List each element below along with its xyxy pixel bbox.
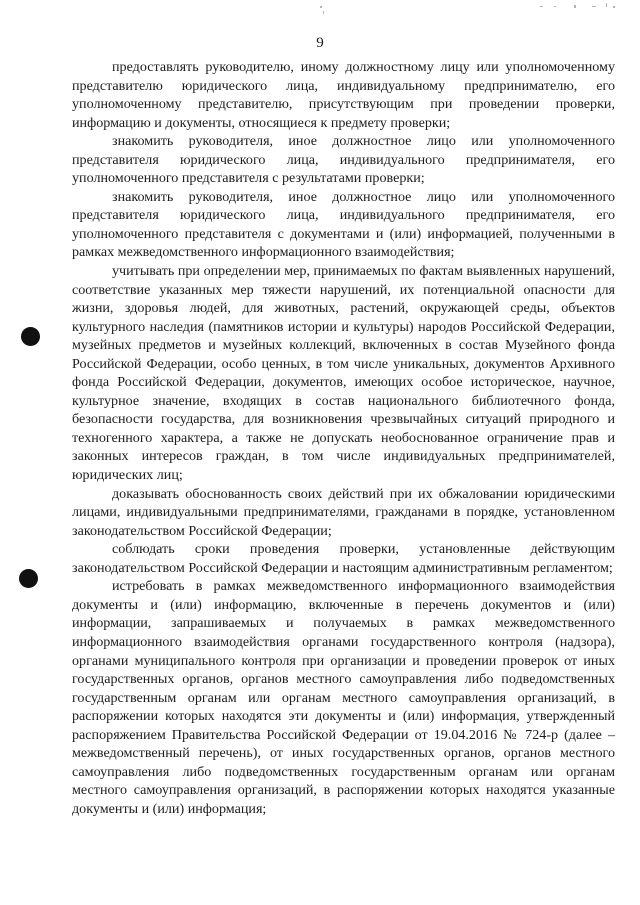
paragraph-consider-measures: учитывать при определении мер, принимаемых по фактам выявленных нарушений, соответствие указанных мер тяжести нарушений, их потенциальной опасности для жизни, здоровья людей, для животных, растений, окружающей среды, объектов культурного наследия (памятников истории и культуры) народов Российской Федерации, музейных предметов и музейных коллекций, включенных в состав Музейного фонда Российской Федерации, особо ценных, в том числе уникальных, документов Архивного фонда Российской Федерации, документов, имеющих особое историческое, научное, культурное значение, входящих в состав национального библиотечного фонда, безопасности государства, для возникновения чрезвычайных ситуаций природного и техногенного характера, а также не допускать необоснованное ограничение прав и законных интересов граждан, в том числе индивидуальных предпринимателей, юридических лиц; xyxy=(72,263,615,484)
scan-speck xyxy=(323,11,324,14)
paragraph-observe-deadlines: соблюдать сроки проведения проверки, установленные действующим законодательством Российской Федерации и настоящим административным регламентом; xyxy=(72,541,615,576)
paragraph-familiarize-documents: знакомить руководителя, иное должностное лицо или уполномоченного представителя юридического лица, индивидуального предпринимателя, его уполномоченного представителя с документами и (или) информацией, полученными в рамках межведомственного информационного взаимодействия; xyxy=(72,188,615,261)
scan-speck xyxy=(606,3,607,7)
paragraph-familiarize-results: знакомить руководителя, иное должностное лицо или уполномоченного представителя юридического лица, индивидуального предпринимателя, его уполномоченного представителя с результатами проверки; xyxy=(72,133,615,187)
scan-speck xyxy=(613,6,615,8)
scan-speck xyxy=(554,6,556,7)
scan-speck xyxy=(540,6,543,7)
scan-speck xyxy=(574,5,576,8)
punch-hole xyxy=(21,327,40,346)
paragraph-request-documents: истребовать в рамках межведомственного информационного взаимодействия документы и (или) информацию, включенные в перечень документов и (или) информации, запрашиваемых и получаемых в рамках межведомственного информационного взаимодействия органами государственного контроля (надзора), органами муниципального контроля при организации и проведении проверок от иных государственных органов, органов местного самоуправления либо подведомственных государственным органам или органам местного самоуправления организаций, в распоряжении которых находятся эти документы и (или) информация, утвержденный распоряжением Правительства Российской Федерации от 19.04.2016 № 724-р (далее – межведомственный перечень), от иных государственных органов, органов местного самоуправления либо подведомственных государственным органам или органам местного самоуправления организаций, в распоряжении которых находятся указанные документы и (или) информация; xyxy=(72,578,615,817)
page-number: 9 xyxy=(316,35,324,51)
paragraph-provide-information: предоставлять руководителю, иному должностному лицу или уполномоченному представителю юридического лица, индивидуальному предпринимателю, его уполномоченному представителю, присутствующим при проведении проверки, информацию и документы, относящиеся к предмету проверки; xyxy=(72,59,615,131)
paragraph-prove-validity: доказывать обоснованность своих действий при их обжаловании юридическими лицами, индивидуальными предпринимателями, гражданами в порядке, установленном законодательством Российской Федерации; xyxy=(72,485,615,539)
scan-speck xyxy=(320,6,322,8)
scan-speck xyxy=(592,6,596,7)
punch-hole xyxy=(19,569,38,588)
body-text xyxy=(72,58,615,818)
